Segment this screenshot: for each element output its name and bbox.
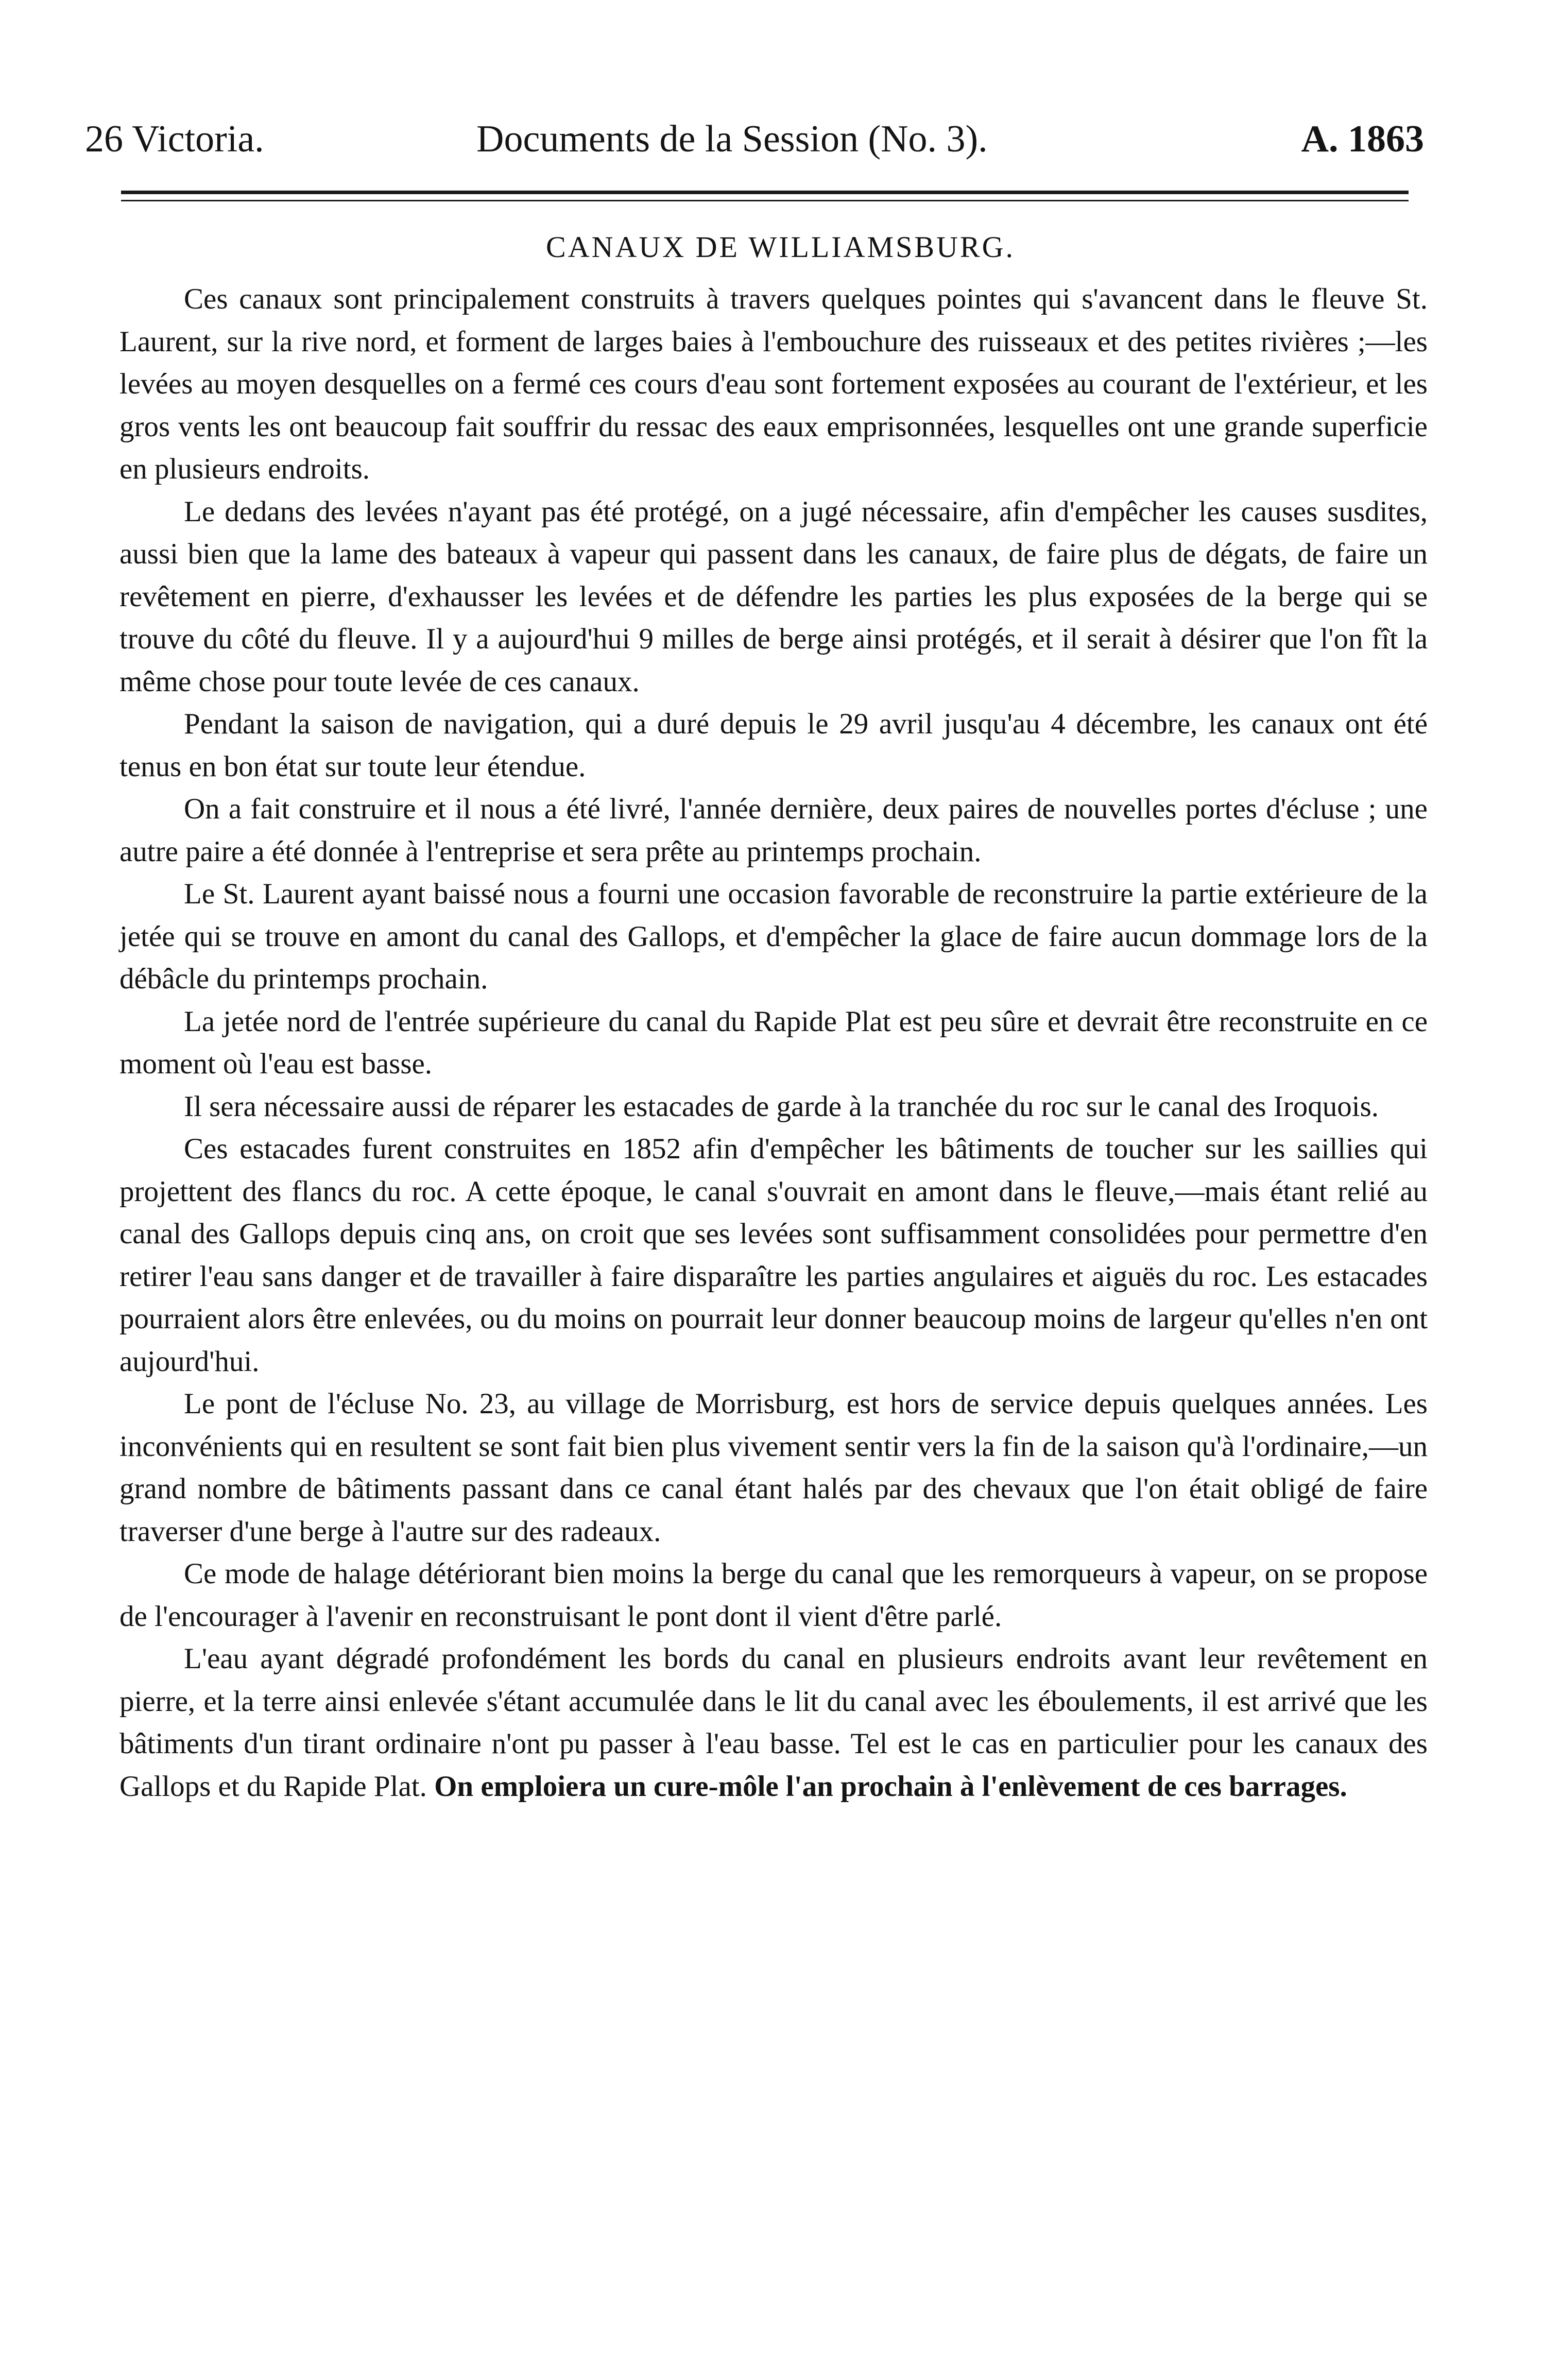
paragraph: Le St. Laurent ayant baissé nous a fourni une occasion favorable de reconstruire la partie extérieure de la jetée qui se trouve en amont du canal des Gallops, et d'empêcher la glace de faire aucun dommage lors de la débâcle du printemps prochain. — [119, 878, 1428, 995]
header-document-title: Documents de la Session (No. 3). — [476, 118, 988, 160]
paragraph-text: L'eau ayant dégradé profondément les bords du canal en plusieurs endroits avant leur revêtement en pierre, et la terre ainsi enlevée s'étant accumulée dans le lit du canal avec les éboulements, il est arrivé que les bâtiments d'un tirant ordinaire n'ont pu passer à l'eau basse. Tel est le cas en particulier pour les canaux des Gallops et du Rapide Plat. — [119, 1642, 1428, 1803]
paragraph: Ces estacades furent construites en 1852 afin d'empêcher les bâtiments de toucher sur les saillies qui projettent des flancs du roc. A cette époque, le canal s'ouvrait en amont dans le fleuve,—mais étant relié au canal des Gallops depuis cinq ans, on croit que ses levées sont suffisamment consolidées pour permettre d'en retirer l'eau sans danger et de travailler à faire disparaître les parties angulaires et aiguës du roc. Les estacades pourraient alors être enlevées, ou du moins on pourrait leur donner beaucoup moins de largeur qu'elles n'en ont aujourd'hui. — [119, 1133, 1428, 1378]
paragraph — [119, 1638, 1428, 1808]
paragraph: Le pont de l'écluse No. 23, au village de Morrisburg, est hors de service depuis quelques années. Les inconvénients qui en resultent se sont fait bien plus vivement sentir vers la fin de la saison qu'à l'ordinaire,—un grand nombre de bâtiments passant dans ce canal étant halés par des chevaux que l'on était obligé de faire traverser d'une berge à l'autre sur des radeaux. — [119, 1388, 1428, 1548]
paragraph: Pendant la saison de navigation, qui a duré depuis le 29 avril jusqu'au 4 décembre, les canaux ont été tenus en bon état sur toute leur étendue. — [119, 708, 1428, 783]
header-session-year: 26 Victoria. — [85, 118, 264, 160]
paragraph-closing-sentence: On emploiera un cure-môle l'an prochain à l'enlèvement de ces barrages. — [434, 1770, 1347, 1803]
paragraph: Il sera nécessaire aussi de réparer les estacades de garde à la tranchée du roc sur le canal des Iroquois. — [184, 1090, 1379, 1123]
paragraph: Ce mode de halage détériorant bien moins la berge du canal que les remorqueurs à vapeur, on se propose de l'encourager à l'avenir en reconstruisant le pont dont il vient d'être parlé. — [119, 1557, 1428, 1633]
header-year: A. 1863 — [1301, 118, 1424, 160]
body-text — [119, 278, 1428, 1808]
header-rule-thick — [121, 191, 1409, 194]
section-title: CANAUX DE WILLIAMSBURG. — [546, 230, 1015, 264]
paragraph: Le dedans des levées n'ayant pas été protégé, on a jugé nécessaire, afin d'empêcher les causes susdites, aussi bien que la lame des bateaux à vapeur qui passent dans les canaux, de faire plus de dégats, de faire un revêtement en pierre, d'exhausser les levées et de défendre les parties les plus exposées de la berge qui se trouve du côté du fleuve. Il y a aujourd'hui 9 milles de berge ainsi protégés, et il serait à désirer que l'on fît la même chose pour toute levée de ces canaux. — [119, 495, 1428, 698]
paragraph: On a fait construire et il nous a été livré, l'année dernière, deux paires de nouvelles portes d'écluse ; une autre paire a été donnée à l'entreprise et sera prête au printemps prochain. — [119, 793, 1428, 868]
paragraph: Ces canaux sont principalement construits à travers quelques pointes qui s'avancent dans le fleuve St. Laurent, sur la rive nord, et forment de larges baies à l'embouchure des ruisseaux et des petites rivières ;—les levées au moyen desquelles on a fermé ces cours d'eau sont fortement exposées au courant de l'extérieur, et les gros vents les ont beaucoup fait souffrir du ressac des eaux emprisonnées, lesquelles ont une grande superficie en plusieurs endroits. — [119, 283, 1428, 485]
paragraph: La jetée nord de l'entrée supérieure du canal du Rapide Plat est peu sûre et devrait être reconstruite en ce moment où l'eau est basse. — [119, 1005, 1428, 1080]
running-header — [85, 111, 1424, 167]
header-rule-thin — [121, 200, 1409, 201]
